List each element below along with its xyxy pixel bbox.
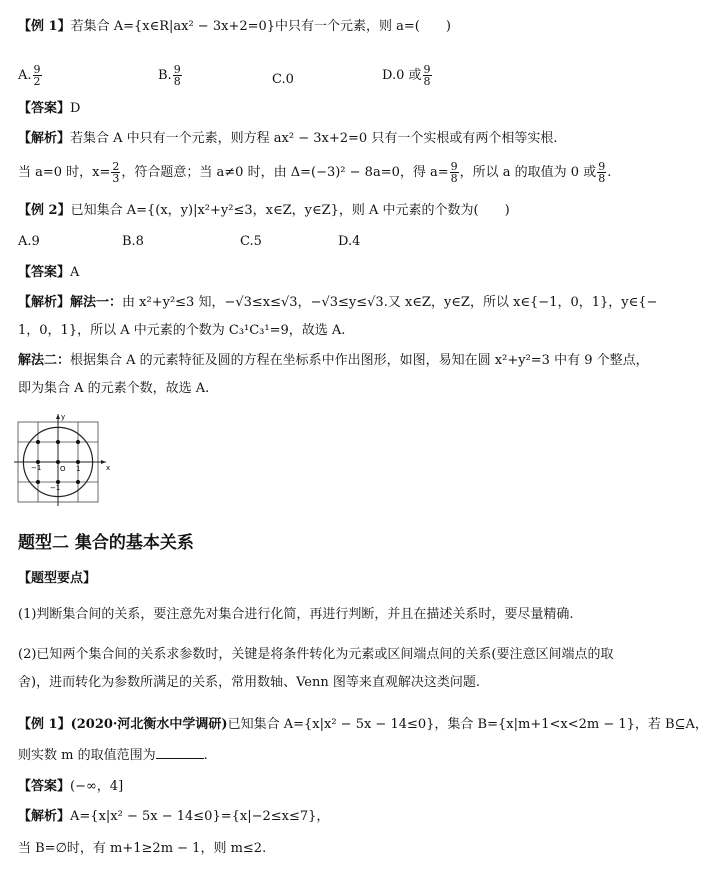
frac-numerator: 9 <box>598 160 606 173</box>
answer-label: 【答案】 <box>18 101 71 116</box>
frac-numerator: 9 <box>450 160 458 173</box>
section-point-1: (1)判断集合间的关系，要注意先对集合进行化简，再进行判断，并且在描述关系时，要尽量精确. <box>18 607 574 622</box>
ex1-question-text: 若集合 A={x∈R|ax² − 3x+2=0}中只有一个元素，则 a=( ) <box>70 19 451 34</box>
explanation-label: 【解析】 <box>18 295 71 310</box>
fraction <box>597 161 606 184</box>
lattice-circle-figure <box>14 410 118 506</box>
frac-denominator: 3 <box>112 172 120 185</box>
method-label: 解法二： <box>18 353 71 368</box>
fraction <box>450 161 459 184</box>
ex2-option-b: B.8 <box>122 234 144 249</box>
ex3-question-text: . <box>203 748 208 763</box>
fig-x-neg1: −1 <box>31 464 42 472</box>
section-title: 题型二 集合的基本关系 <box>18 533 194 553</box>
fig-origin-label: O <box>60 465 66 473</box>
ex1-answer <box>18 100 626 118</box>
section-point-2-line2: 舍)，进而转化为参数所满足的关系，常用数轴、Venn 图等来直观解决这类问题. <box>18 675 480 690</box>
frac-denominator: 8 <box>598 172 606 185</box>
explanation-text: ，所以 a 的取值为 0 或 <box>459 165 597 180</box>
answer-value: A <box>70 265 80 280</box>
frac-numerator: 9 <box>173 63 181 76</box>
explanation-label: 【解析】 <box>18 809 71 824</box>
explanation-text: 由 x²+y²≤3 知，−√3≤x≤√3，−√3≤y≤√3.又 x∈Z，y∈Z，所以 x∈{−1，0，1}，y∈{− <box>122 295 658 310</box>
ex3-answer <box>18 778 626 796</box>
frac-denominator: 8 <box>423 75 431 88</box>
frac-numerator: 2 <box>112 160 120 173</box>
ex2-method1-line1 <box>18 294 658 312</box>
ex1-explanation-1 <box>18 130 626 148</box>
answer-value: D <box>70 101 81 116</box>
section-points-label: 【题型要点】 <box>18 571 97 586</box>
explanation-text: 根据集合 A 的元素特征及圆的方程在坐标系中作出图形，如图，易知在圆 x²+y²=3 中有 9 个整点， <box>70 353 649 368</box>
explanation-label: 【解析】 <box>18 131 71 146</box>
ex3-explanation-2: 当 B=∅时，有 m+1≥2m − 1，则 m≤2. <box>18 841 267 856</box>
ex2-method2-line2: 即为集合 A 的元素个数，故选 A. <box>18 381 210 396</box>
explanation-text: 若集合 A 中只有一个元素，则方程 ax² − 3x+2=0 只有一个实根或有两个相等实根. <box>70 131 558 146</box>
ex1-option-b-fraction <box>173 64 182 87</box>
ex3-source: (2020·河北衡水中学调研) <box>70 717 228 732</box>
ex2-answer <box>18 264 626 282</box>
ex2-label: 【例 2】 <box>18 203 71 218</box>
ex1-option-a-label: A. <box>18 68 32 83</box>
fig-x-1: 1 <box>76 465 81 473</box>
ex1-label: 【例 1】 <box>18 19 71 34</box>
ex2-question-text: 已知集合 A={(x，y)|x²+y²≤3，x∈Z，y∈Z}，则 A 中元素的个数为( ) <box>70 203 510 218</box>
answer-blank <box>156 746 204 759</box>
ex2-method1-line2: 1，0，1}，所以 A 中元素的个数为 C₃¹C₃¹=9，故选 A. <box>18 323 346 338</box>
frac-denominator: 8 <box>173 75 181 88</box>
ex3-explanation-1 <box>18 808 626 826</box>
ex3-question-line1 <box>18 716 708 734</box>
ex1-option-c: C.0 <box>272 72 294 87</box>
ex3-question-text: 已知集合 A={x|x² − 5x − 14≤0}，集合 B={x|m+1<x<2m − 1}，若 B⊆A， <box>227 717 708 732</box>
ex2-question <box>18 202 626 220</box>
ex1-option-d <box>382 64 433 87</box>
method-label: 解法一： <box>70 295 123 310</box>
answer-label: 【答案】 <box>18 265 71 280</box>
frac-numerator: 9 <box>33 63 41 76</box>
fig-x-label: x <box>106 464 111 472</box>
answer-value: (−∞，4] <box>70 779 124 794</box>
frac-denominator: 2 <box>33 75 41 88</box>
ex3-label: 【例 1】 <box>18 717 71 732</box>
ex3-question-text: 则实数 m 的取值范围为 <box>18 748 156 763</box>
ex1-option-d-fraction <box>423 64 432 87</box>
ex1-question <box>18 18 626 36</box>
ex3-question-line2 <box>18 746 626 765</box>
fraction <box>111 161 120 184</box>
ex2-option-a: A.9 <box>18 234 40 249</box>
ex1-option-a <box>18 64 43 87</box>
frac-numerator: 9 <box>423 63 431 76</box>
ex1-option-d-label: D.0 或 <box>382 68 422 83</box>
ex1-option-b-label: B. <box>158 68 172 83</box>
explanation-text: . <box>607 165 612 180</box>
ex1-explanation-2 <box>18 160 626 186</box>
answer-label: 【答案】 <box>18 779 71 794</box>
frac-denominator: 8 <box>450 172 458 185</box>
explanation-text: 当 a=0 时，x= <box>18 165 111 180</box>
ex2-option-c: C.5 <box>240 234 262 249</box>
fig-y-neg1: −1 <box>50 484 61 492</box>
ex2-method2-line1 <box>18 352 649 370</box>
explanation-text: ，符合题意；当 a≠0 时，由 Δ=(−3)² − 8a=0，得 a= <box>121 165 449 180</box>
explanation-text: A={x|x² − 5x − 14≤0}={x|−2≤x≤7}， <box>70 809 330 824</box>
fig-y-label: y <box>61 413 66 421</box>
ex1-option-b <box>158 64 183 87</box>
ex2-option-d: D.4 <box>338 234 361 249</box>
ex1-option-a-fraction <box>33 64 42 87</box>
section-point-2-line1: (2)已知两个集合间的关系求参数时，关键是将条件转化为元素或区间端点间的关系(要注意区间端点的取 <box>18 647 614 662</box>
